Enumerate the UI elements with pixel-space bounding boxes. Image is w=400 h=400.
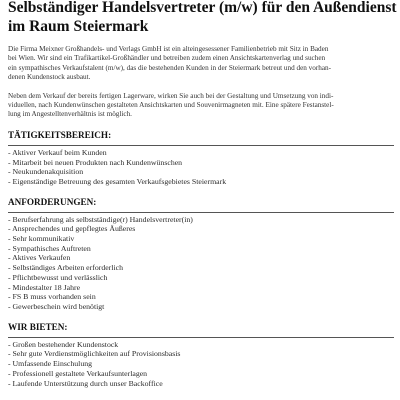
section-divider <box>8 145 394 146</box>
list-item: - Selbständiges Arbeiten erforderlich <box>8 263 123 273</box>
requirements-list <box>8 215 394 312</box>
list-item: - Berufserfahrung als selbstständige(r) Handelsvertreter(in) <box>8 214 193 224</box>
paragraph-line: viduellen, nach Kundenwünschen gestalteten Ansichtskarten und Souvenirmagneten mit. Eine spätere Festanstel- <box>8 101 334 110</box>
paragraph-line: lung im Angestelltenverhältnis ist möglich. <box>8 110 132 119</box>
paragraph-line: Die Firma Meixner Großhandels- und Verlags GmbH ist ein alteingesessener Familienbetrieb mit Sitz in Baden <box>8 45 329 53</box>
list-item: - Neukundenakquisition <box>8 167 84 177</box>
section-requirements <box>8 197 394 312</box>
list-item: - Laufende Unterstützung durch unser Backoffice <box>8 378 163 388</box>
list-item: - Großen bestehender Kundenstock <box>8 339 119 349</box>
section-heading: ANFORDERUNGEN: <box>8 196 97 207</box>
list-item: - FS B muss vorhanden sein <box>8 292 96 302</box>
list-item: - Umfassende Einschulung <box>8 359 93 369</box>
section-divider <box>8 212 394 213</box>
paragraph-line: Neben dem Verkauf der bereits fertigen Lagerware, wirken Sie auch bei der Gestaltung und Umsetzung von indi- <box>8 91 334 100</box>
role-description-paragraph <box>8 92 394 120</box>
job-title-line-2: im Raum Steiermark <box>8 18 149 35</box>
section-responsibilities <box>8 130 394 187</box>
section-heading: TÄTIGKEITSBEREICH: <box>8 129 112 140</box>
list-item: - Sehr gute Verdienstmöglichkeiten auf Provisionsbasis <box>8 349 181 359</box>
responsibilities-list <box>8 148 394 187</box>
list-item: - Pflichtbewusst und verlässlich <box>8 272 108 282</box>
paragraph-line: denen Kundenstock ausbaut. <box>8 73 91 82</box>
paragraph-line: ein sympathisches Verkaufstalent (m/w), das die bestehenden Kunden in der Steiermark betreut und den vorhan- <box>8 63 332 72</box>
section-divider <box>8 337 394 338</box>
list-item: - Gewerbeschein wird benötigt <box>8 301 105 311</box>
company-intro-paragraph <box>8 45 394 83</box>
list-item: - Mindestalter 18 Jahre <box>8 282 81 292</box>
section-heading: WIR BIETEN: <box>8 321 68 332</box>
list-item: - Aktives Verkaufen <box>8 253 71 263</box>
paragraph-line: bei Wien. Wir sind ein Trafikartikel-Großhändler und betreiben zudem einen Ansichtskartenverlag und suchen <box>8 54 326 63</box>
list-item: - Sehr kommunikativ <box>8 234 75 244</box>
section-benefits <box>8 322 394 389</box>
list-item: - Aktiver Verkauf beim Kunden <box>8 147 107 157</box>
list-item: - Mitarbeit bei neuen Produkten nach Kundenwünschen <box>8 157 183 167</box>
list-item: - Eigenständige Betreuung des gesamten Verkaufsgebietes Steiermark <box>8 176 227 186</box>
list-item: - Professionell gestaltete Verkaufsunterlagen <box>8 368 148 378</box>
list-item: - Ansprechendes und gepflegtes Äußeres <box>8 224 136 234</box>
list-item: - Sympathisches Auftreten <box>8 243 91 253</box>
job-title <box>8 0 397 36</box>
job-title-line-1: Selbständiger Handelsvertreter (m/w) für den Außendienst <box>8 0 397 16</box>
benefits-list <box>8 340 394 389</box>
